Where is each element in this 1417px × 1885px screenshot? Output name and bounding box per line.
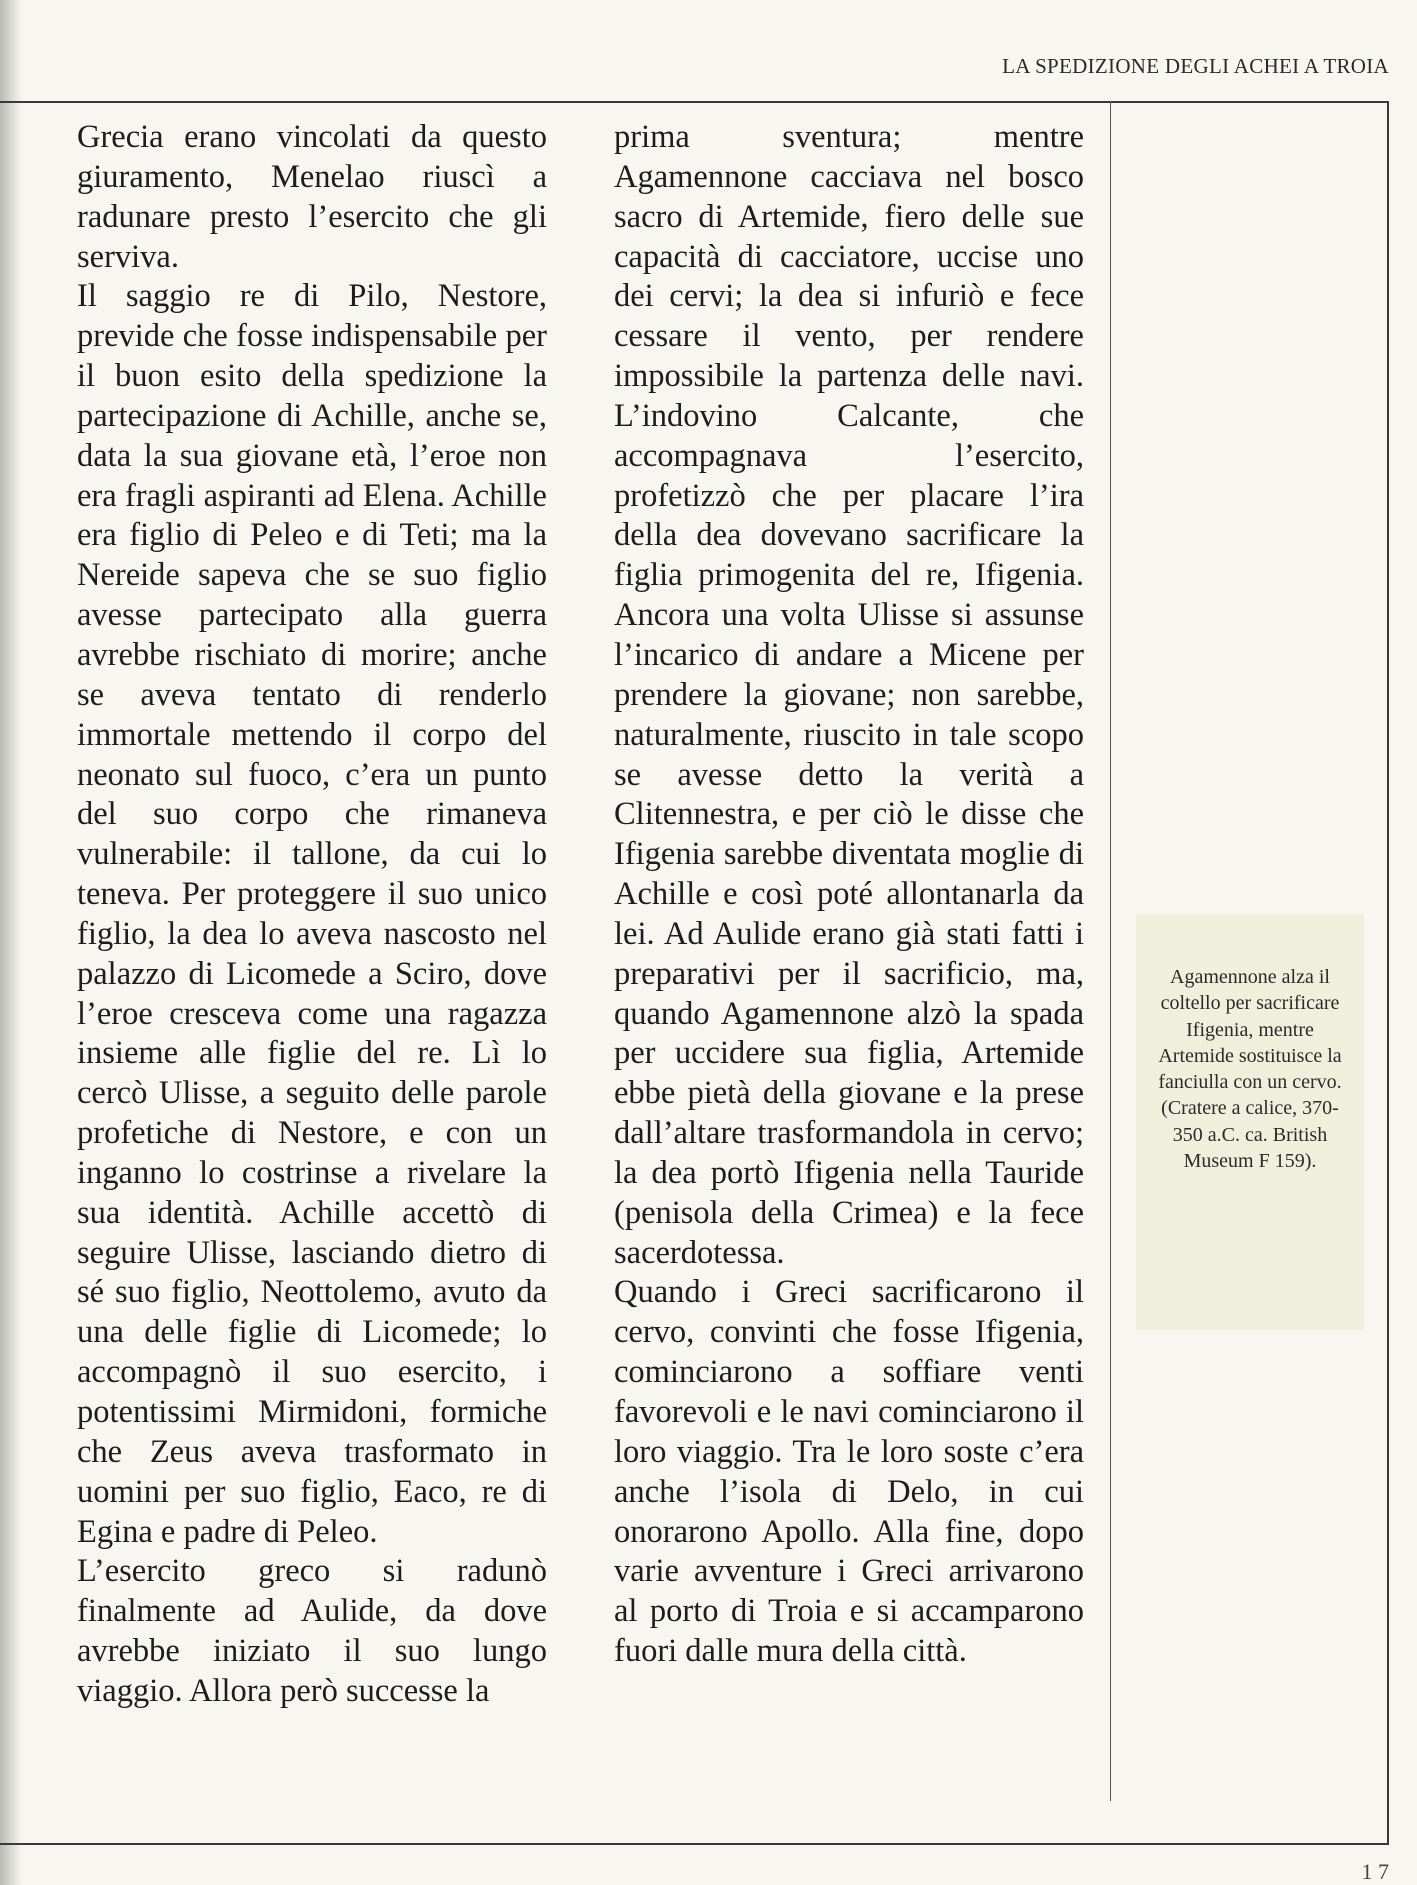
text-column-left xyxy=(77,118,547,1712)
text-column-right xyxy=(614,118,1084,1672)
paragraph: Grecia erano vincolati da questo giuramento, Menelao riuscì a radunare presto l’esercito che gli serviva. xyxy=(77,119,547,275)
frame-right-rule xyxy=(1387,101,1389,1843)
page-gutter-shadow xyxy=(0,0,22,1885)
running-head: LA SPEDIZIONE DEGLI ACHEI A TROIA xyxy=(1002,54,1389,78)
figure-caption xyxy=(1136,914,1364,1330)
paragraph: L’esercito greco si radunò finalmente ad Aulide, da dove avrebbe iniziato il suo lungo viaggio. Allora però successe la xyxy=(77,1553,547,1709)
page-number: 1 7 xyxy=(1361,1859,1389,1884)
header-rule xyxy=(0,101,1389,103)
caption-text: Agamennone alza il coltello per sacrificare Ifigenia, mentre Artemide sostituisce la fanciulla con un cervo. (Cratere a calice, 370-350 a.C. ca. British Museum F 159). xyxy=(1158,966,1342,1173)
paragraph: Quando i Greci sacrificarono il cervo, convinti che fosse Ifigenia, cominciarono a soffiare venti favorevoli e le navi cominciarono il loro viaggio. Tra le loro soste c’era anche l’isola di Delo, in cui onorarono Apollo. Alla fine, dopo varie avventure i Greci arrivarono al porto di Troia e si accamparono fuori dalle mura della città. xyxy=(614,1274,1084,1670)
paragraph: prima sventura; mentre Agamennone cacciava nel bosco sacro di Artemide, fiero delle sue capacità di cacciatore, uccise uno dei cervi; la dea si infuriò e fece cessare il vento, per rendere impossibile la partenza delle navi. L’indovino Calcante, che accompagnava l’esercito, profetizzò che per placare l’ira della dea dovevano sacrificare la figlia primogenita del re, Ifigenia. Ancora una volta Ulisse si assunse l’incarico di andare a Micene per prendere la giovane; non sarebbe, naturalmente, riuscito in tale scopo se avesse detto la verità a Clitennestra, e per ciò le disse che Ifigenia sarebbe diventata moglie di Achille e così poté allontanarla da lei. Ad Aulide erano già stati fatti i preparativi per il sacrificio, ma, quando Agamennone alzò la spada per uccidere sua figlia, Artemide ebbe pietà della giovane e la prese dall’altare trasformandola in cervo; la dea portò Ifigenia nella Tauride (penisola della Crimea) e la fece sacerdotessa. xyxy=(614,119,1084,1271)
column-divider xyxy=(1110,101,1111,1801)
paragraph: Il saggio re di Pilo, Nestore, previde che fosse indispensabile per il buon esito della spedizione la partecipazione di Achille, anche se, data la sua giovane età, l’eroe non era fragli aspiranti ad Elena. Achille era figlio di Peleo e di Teti; ma la Nereide sapeva che se suo figlio avesse partecipato alla guerra avrebbe rischiato di morire; anche se aveva tentato di renderlo immortale mettendo il corpo del neonato sul fuoco, c’era un punto del suo corpo che rimaneva vulnerabile: il tallone, da cui lo teneva. Per proteggere il suo unico figlio, la dea lo aveva nascosto nel palazzo di Licomede a Sciro, dove l’eroe cresceva come una ragazza insieme alle figlie del re. Lì lo cercò Ulisse, a seguito delle parole profetiche di Nestore, e con un inganno lo costrinse a rivelare la sua identità. Achille accettò di seguire Ulisse, lasciando dietro di sé suo figlio, Neottolemo, avuto da una delle figlie di Licomede; lo accompagnò il suo esercito, i potentissimi Mirmidoni, formiche che Zeus aveva trasformato in uomini per suo figlio, Eaco, re di Egina e padre di Peleo. xyxy=(77,278,547,1550)
footer-rule xyxy=(0,1843,1389,1845)
